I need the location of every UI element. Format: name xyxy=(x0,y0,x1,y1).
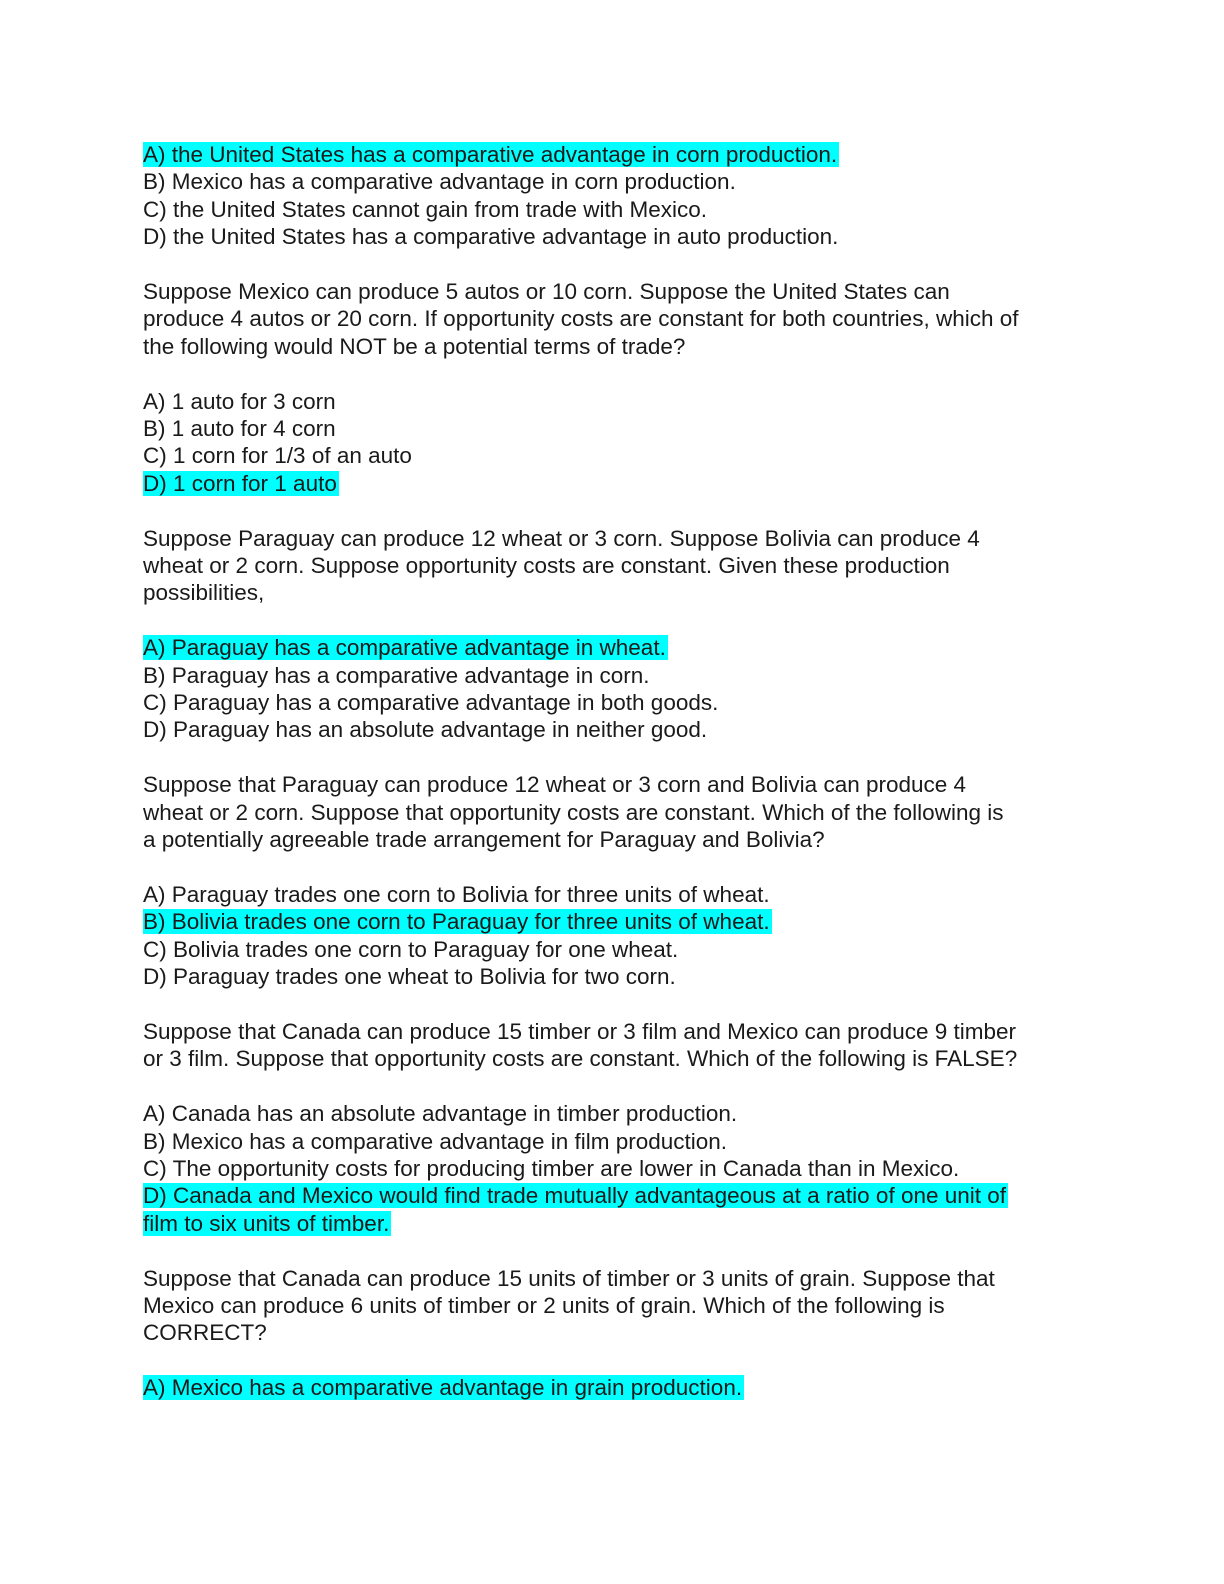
answer-options xyxy=(143,388,1083,498)
answer-option: D) Paraguay has an absolute advantage in neither good. xyxy=(143,717,708,743)
answer-option-highlighted: A) Mexico has a comparative advantage in grain production. xyxy=(143,1375,743,1401)
answer-option-highlighted: D) Canada and Mexico would find trade mutually advantageous at a ratio of one unit of xyxy=(143,1183,1007,1209)
answer-option-highlighted: A) the United States has a comparative advantage in corn production. xyxy=(143,142,838,167)
answer-options xyxy=(143,1100,1083,1237)
answer-option-highlighted: A) Paraguay has a comparative advantage in wheat. xyxy=(143,635,666,661)
answer-option: B) 1 auto for 4 corn xyxy=(143,416,336,442)
answer-option: D) the United States has a comparative advantage in auto production. xyxy=(143,224,839,250)
question-line: Mexico can produce 6 units of timber or 2 units of grain. Which of the following is xyxy=(143,1292,945,1318)
answer-options xyxy=(143,881,1083,991)
answer-option: B) Paraguay has a comparative advantage in corn. xyxy=(143,662,650,688)
document-page xyxy=(143,141,1083,1429)
question-text xyxy=(143,525,1083,607)
answer-option: B) Mexico has a comparative advantage in film production. xyxy=(143,1128,728,1154)
question-line: wheat or 2 corn. Suppose opportunity costs are constant. Given these production xyxy=(143,553,950,579)
question-line: a potentially agreeable trade arrangement for Paraguay and Bolivia? xyxy=(143,827,825,853)
answer-option: C) The opportunity costs for producing timber are lower in Canada than in Mexico. xyxy=(143,1155,960,1181)
answer-option: C) 1 corn for 1/3 of an auto xyxy=(143,443,412,469)
question-line: Suppose that Canada can produce 15 units of timber or 3 units of grain. Suppose that xyxy=(143,1265,995,1291)
answer-option-highlighted: D) 1 corn for 1 auto xyxy=(143,470,337,496)
question-line: Suppose that Canada can produce 15 timber or 3 film and Mexico can produce 9 timber xyxy=(143,1018,1016,1044)
question-line: wheat or 2 corn. Suppose that opportunity costs are constant. Which of the following is xyxy=(143,799,1004,825)
question-text xyxy=(143,1265,1083,1347)
answer-option: C) Bolivia trades one corn to Paraguay for one wheat. xyxy=(143,936,679,962)
answer-option-highlighted-continued: film to six units of timber. xyxy=(143,1210,390,1236)
question-line: or 3 film. Suppose that opportunity costs are constant. Which of the following is FALSE? xyxy=(143,1046,1018,1072)
question-line: Suppose Mexico can produce 5 autos or 10 corn. Suppose the United States can xyxy=(143,279,950,305)
answer-options xyxy=(143,141,1083,251)
answer-options xyxy=(143,1374,1083,1401)
answer-options xyxy=(143,634,1083,744)
question-line: possibilities, xyxy=(143,580,265,606)
question-text xyxy=(143,771,1083,853)
answer-option-highlighted: B) Bolivia trades one corn to Paraguay for three units of wheat. xyxy=(143,909,770,935)
answer-option: B) Mexico has a comparative advantage in corn production. xyxy=(143,169,736,195)
answer-option: A) 1 auto for 3 corn xyxy=(143,388,336,414)
question-line: the following would NOT be a potential terms of trade? xyxy=(143,333,686,359)
answer-option: A) Canada has an absolute advantage in timber production. xyxy=(143,1101,738,1127)
question-line: Suppose Paraguay can produce 12 wheat or 3 corn. Suppose Bolivia can produce 4 xyxy=(143,525,980,551)
answer-option: C) Paraguay has a comparative advantage in both goods. xyxy=(143,690,719,716)
question-line: CORRECT? xyxy=(143,1320,267,1346)
question-line: produce 4 autos or 20 corn. If opportunity costs are constant for both countries, which of xyxy=(143,306,1019,332)
answer-option: A) Paraguay trades one corn to Bolivia for three units of wheat. xyxy=(143,881,770,907)
answer-option: C) the United States cannot gain from trade with Mexico. xyxy=(143,196,708,222)
question-text xyxy=(143,1018,1083,1073)
question-text xyxy=(143,278,1083,360)
answer-option: D) Paraguay trades one wheat to Bolivia for two corn. xyxy=(143,964,676,990)
question-line: Suppose that Paraguay can produce 12 wheat or 3 corn and Bolivia can produce 4 xyxy=(143,772,967,798)
